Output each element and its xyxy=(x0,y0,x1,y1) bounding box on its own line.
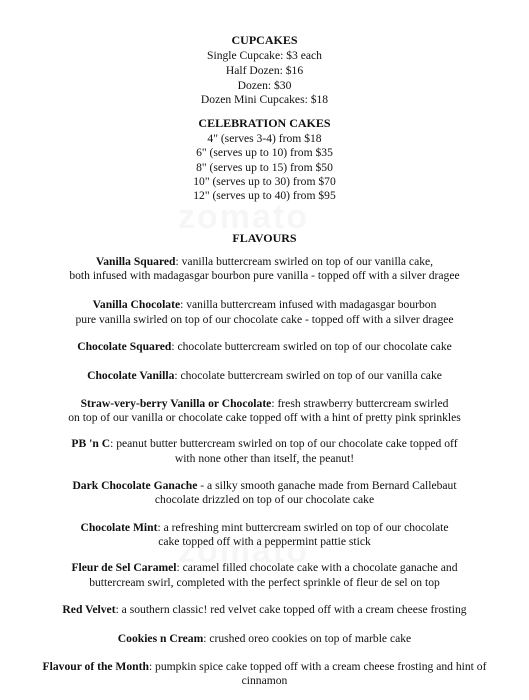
flavour-description: : crushed oreo cookies on top of marble cake xyxy=(203,632,412,645)
cupcakes-item: Half Dozen: $16 xyxy=(225,64,304,77)
flavour-description: pure vanilla swirled on top of our chocolate cake - topped off with a silver dragee xyxy=(75,313,454,326)
celebration-item: 10" (serves up to 30) from $70 xyxy=(193,175,336,188)
flavour-description: : chocolate buttercream swirled on top of our chocolate cake xyxy=(171,340,452,353)
flavour-item xyxy=(0,659,529,674)
cupcakes-item: Single Cupcake: $3 each xyxy=(207,49,322,62)
flavour-name: Red Velvet xyxy=(62,603,116,616)
flavour-description: : caramel filled chocolate cake with a chocolate ganache and xyxy=(176,561,458,574)
flavour-item xyxy=(0,520,529,535)
flavour-item xyxy=(0,339,529,354)
flavour-name: Vanilla Squared xyxy=(95,255,176,268)
flavour-item xyxy=(0,560,529,575)
celebration-item: 12" (serves up to 40) from $95 xyxy=(193,189,336,202)
flavour-item xyxy=(0,368,529,383)
flavour-item xyxy=(0,436,529,451)
flavour-description: chocolate drizzled on top of our chocolate cake xyxy=(154,493,375,506)
flavour-name: Straw-very-berry Vanilla or Chocolate xyxy=(80,397,272,410)
flavour-description: both infused with madagasgar bourbon pure vanilla - topped off with a silver dragee xyxy=(69,269,460,282)
flavour-description: : a refreshing mint buttercream swirled on top of our chocolate xyxy=(157,521,449,534)
celebration-item: 4" (serves 3-4) from $18 xyxy=(207,132,322,145)
flavour-description: : chocolate buttercream swirled on top of our vanilla cake xyxy=(174,369,442,382)
flavour-name: Chocolate Mint xyxy=(80,521,158,534)
flavour-description: buttercream swirl, completed with the perfect sprinkle of fleur de sel on top xyxy=(89,576,440,589)
flavour-description: on top of our vanilla or chocolate cake topped off with a hint of pretty pink sprinkles xyxy=(68,411,461,424)
flavour-name: Flavour of the Month xyxy=(42,660,149,673)
cupcakes-heading: CUPCAKES xyxy=(231,33,298,47)
flavour-description: : vanilla buttercream infused with madagasgar bourbon xyxy=(180,298,437,311)
flavour-item xyxy=(0,254,529,269)
celebration-heading: CELEBRATION CAKES xyxy=(198,116,331,130)
flavours-heading: FLAVOURS xyxy=(232,231,297,245)
flavour-name: Vanilla Chocolate xyxy=(92,298,181,311)
flavour-description: - a silky smooth ganache made from Bernard Callebaut xyxy=(197,479,457,492)
flavour-description: : pumpkin spice cake topped off with a cream cheese frosting and hint of xyxy=(148,660,487,673)
flavour-item xyxy=(0,631,529,646)
flavour-name: Chocolate Vanilla xyxy=(87,369,175,382)
celebration-item: 8" (serves up to 15) from $50 xyxy=(196,161,333,174)
flavour-name: Dark Chocolate Ganache xyxy=(72,479,198,492)
flavour-item xyxy=(0,478,529,493)
flavour-description: : fresh strawberry buttercream swirled xyxy=(271,397,449,410)
flavour-item xyxy=(0,297,529,312)
cupcakes-item: Dozen: $30 xyxy=(237,79,292,92)
flavour-description: : vanilla buttercream swirled on top of our vanilla cake, xyxy=(175,255,434,268)
flavour-name: Cookies n Cream xyxy=(117,632,204,645)
flavour-description: cinnamon xyxy=(241,674,288,687)
flavour-name: PB 'n C xyxy=(71,437,111,450)
flavour-item xyxy=(0,602,529,617)
flavour-item xyxy=(0,396,529,411)
flavour-name: Chocolate Squared xyxy=(77,340,172,353)
flavour-name: Fleur de Sel Caramel xyxy=(71,561,177,574)
flavour-description: cake topped off with a peppermint pattie stick xyxy=(158,535,371,548)
flavour-description: with none other than itself, the peanut! xyxy=(174,452,355,465)
flavour-description: : a southern classic! red velvet cake topped off with a cream cheese frosting xyxy=(115,603,467,616)
celebration-item: 6" (serves up to 10) from $35 xyxy=(196,146,333,159)
cupcakes-item: Dozen Mini Cupcakes: $18 xyxy=(200,93,329,106)
flavour-description: : peanut butter buttercream swirled on top of our chocolate cake topped off xyxy=(110,437,458,450)
